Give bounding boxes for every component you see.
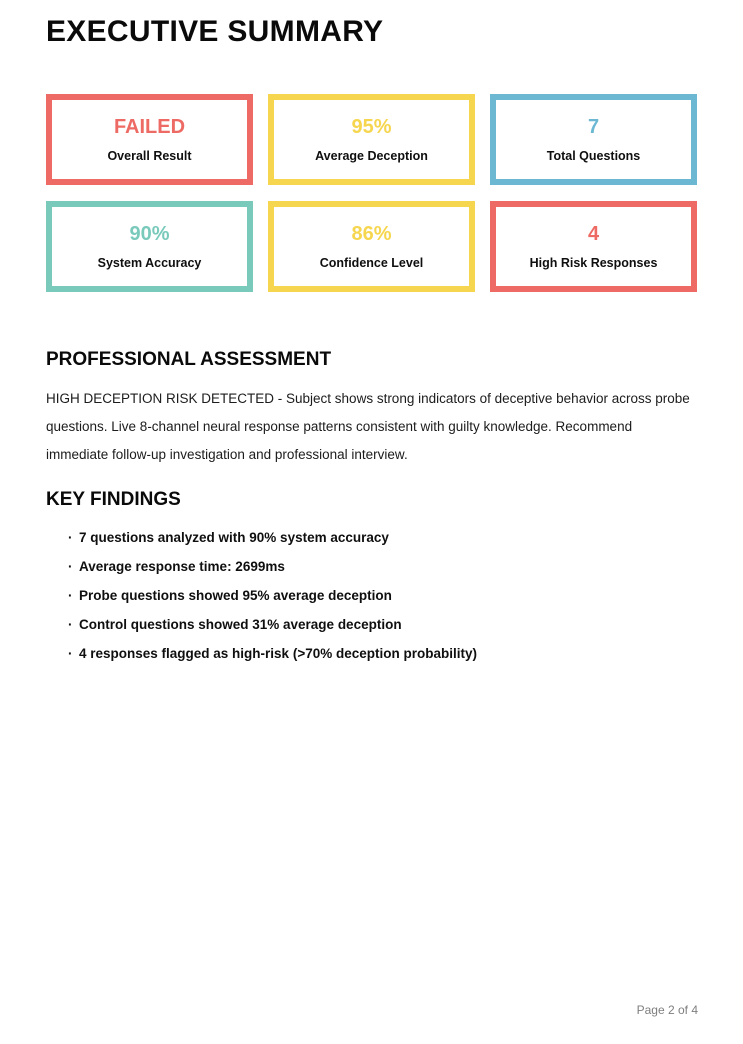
summary-card-average-deception — [268, 94, 475, 185]
summary-card-label: Total Questions — [546, 149, 641, 163]
summary-card-label: Overall Result — [107, 149, 192, 163]
key-finding-item: · Control questions showed 31% average deception — [68, 618, 697, 632]
assessment-body: HIGH DECEPTION RISK DETECTED - Subject shows strong indicators of deceptive behavior across probe questions. Live 8-channel neural response patterns consistent with guilty knowledge. Recommend immediate follow-up investigation and professional interview. — [46, 391, 690, 462]
summary-card-system-accuracy — [46, 201, 253, 292]
summary-card-label: System Accuracy — [97, 256, 202, 270]
key-finding-item: · Probe questions showed 95% average deception — [68, 589, 697, 603]
summary-card-value: 90% — [129, 223, 170, 245]
summary-card-high-risk-responses — [490, 201, 697, 292]
key-finding-item: · 7 questions analyzed with 90% system accuracy — [68, 531, 697, 545]
summary-card-value: 86% — [351, 223, 392, 245]
summary-card-value: 95% — [351, 116, 392, 138]
key-findings-heading: KEY FINDINGS — [46, 489, 181, 510]
summary-card-label: Confidence Level — [319, 256, 424, 270]
key-finding-item: · Average response time: 2699ms — [68, 560, 697, 574]
summary-card-overall-result — [46, 94, 253, 185]
assessment-heading: PROFESSIONAL ASSESSMENT — [46, 349, 332, 370]
summary-cards-grid — [46, 94, 697, 292]
summary-card-label: Average Deception — [315, 149, 428, 163]
summary-card-confidence-level — [268, 201, 475, 292]
key-findings-list — [46, 531, 697, 661]
page-title: EXECUTIVE SUMMARY — [46, 15, 384, 48]
summary-card-value: 7 — [587, 116, 600, 138]
key-finding-item: · 4 responses flagged as high-risk (>70% deception probability) — [68, 647, 697, 661]
summary-card-label: High Risk Responses — [529, 256, 658, 270]
summary-card-value: 4 — [587, 223, 600, 245]
summary-card-value: FAILED — [113, 116, 186, 138]
page-number: Page 2 of 4 — [636, 1003, 698, 1017]
summary-card-total-questions — [490, 94, 697, 185]
